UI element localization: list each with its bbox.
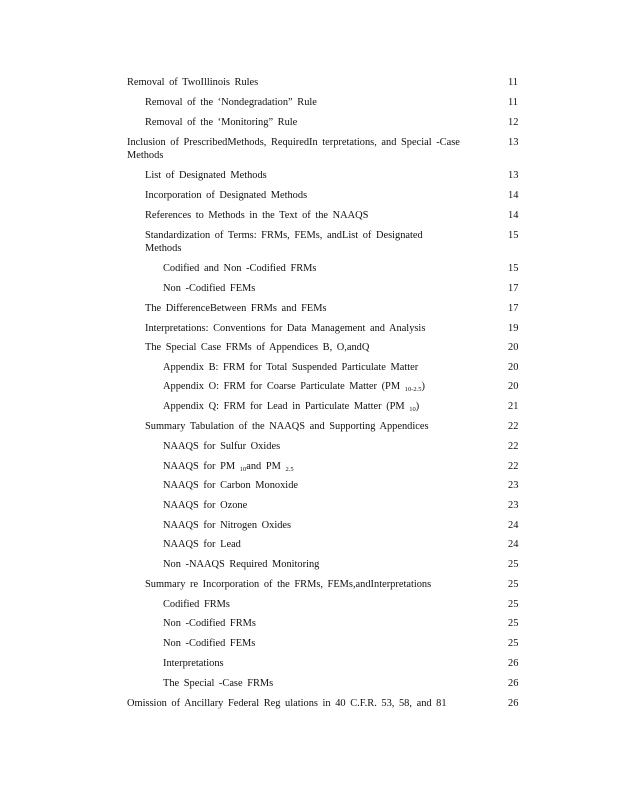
toc-entry [145,420,519,433]
toc-entry [163,282,519,295]
toc-entry [145,116,519,129]
toc-entry-page: 20 [508,342,519,353]
toc-entry-title: Removal of the ‘Monitoring” Rule [145,117,298,128]
toc-entry [145,209,519,222]
toc-entry-page: 14 [508,210,519,221]
toc-entry [163,361,519,374]
toc-entry-title: NAAQS for Nitrogen Oxides [163,520,292,531]
toc-entry [145,189,519,202]
toc-entry-title: Summary re Incorporation of the FRMs, FEMs,andInterpretations [145,579,432,590]
toc-entry-page: 22 [508,441,519,452]
toc-entry-page: 15 [508,263,519,274]
toc-entry [145,96,519,109]
toc-entry-page: 26 [508,678,519,689]
toc-entry-page: 23 [508,500,519,511]
toc-entry-title: Removal of TwoIllinois Rules [127,77,259,88]
toc-entry [163,617,519,630]
toc-entry-title: NAAQS for Lead [163,539,241,550]
toc-entry [163,380,519,393]
pm-subscript: 10-2.5 [404,386,422,393]
toc-entry-title: The Special Case FRMs of Appendices B, O,andQ [145,342,370,353]
toc-entry-title: List of Designated Methods [145,170,267,181]
toc-entry-page: 17 [508,303,519,314]
toc-entry-page: 13 [508,170,519,181]
toc-entry [163,499,519,512]
toc-entry-title: NAAQS for PM $_{10}$and PM $_{2.5}$ [163,461,294,473]
toc-entry-page: 24 [508,539,519,550]
toc-entry-page: 11 [508,97,519,108]
toc-entry-title: Non -Codified FEMs [163,283,256,294]
toc-entry [145,229,519,255]
toc-entry-page: 12 [508,117,519,128]
toc-entry-page: 23 [508,480,519,491]
toc-entry-page: 26 [508,658,519,669]
toc-entry [163,558,519,571]
toc-entry-page: 24 [508,520,519,531]
toc-entry [163,538,519,551]
toc-entry [163,460,519,473]
toc-entry [163,677,519,690]
toc-entry [163,637,519,650]
toc-entry-page: 26 [508,698,519,709]
toc-entry-page: 13 [508,137,519,148]
toc-entry [163,440,519,453]
toc-entry-page: 22 [508,421,519,432]
toc-entry-title: Appendix B: FRM for Total Suspended Particulate Matter [163,362,419,373]
toc-entry [145,169,519,182]
toc-entry-title: NAAQS for Ozone [163,500,248,511]
toc-entry-title: Codified FRMs [163,599,230,610]
toc-entry-page: 25 [508,638,519,649]
toc-entry-title: Non -Codified FEMs [163,638,256,649]
toc-entry-title: The Special -Case FRMs [163,678,274,689]
toc-entry [163,598,519,611]
toc-entry-title: Codified and Non -Codified FRMs [163,263,317,274]
toc-entry-title: The DifferenceBetween FRMs and FEMs [145,303,327,314]
toc-entry [127,697,519,710]
toc-entry-title: Non -NAAQS Required Monitoring [163,559,320,570]
toc-entry-page: 17 [508,283,519,294]
toc-entry-page: 25 [508,599,519,610]
toc-entry-title: Omission of Ancillary Federal Reg ulations in 40 C.F.R. 53, 58, and 81 [127,698,447,709]
toc-entry-page: 20 [508,362,519,373]
toc-entry-title: Incorporation of Designated Methods [145,190,308,201]
toc-entry [163,400,519,413]
pm-subscript: 10 [239,466,247,473]
toc-entry-title: Standardization of Terms: FRMs, FEMs, andList of Designated Methods [145,230,423,254]
toc-entry [163,657,519,670]
toc-entry-title: NAAQS for Sulfur Oxides [163,441,281,452]
toc-entry [145,341,519,354]
toc-entry-page: 25 [508,618,519,629]
pm-subscript: 10 [409,406,416,413]
toc-entry [127,76,519,89]
toc-entry-title: Appendix O: FRM for Coarse Particulate Matter (PM $_{10-2.5}$) [163,381,425,393]
toc-entry-page: 25 [508,579,519,590]
toc-entry-page: 20 [508,381,519,392]
toc-entry-page: 19 [508,323,519,334]
pm-subscript: 2.5 [285,466,294,473]
toc-entry-page: 15 [508,230,519,241]
toc-entry-page: 22 [508,461,519,472]
toc-entry [163,479,519,492]
toc-entry-page: 14 [508,190,519,201]
toc-entry-title: References to Methods in the Text of the NAAQS [145,210,369,221]
toc-entry-title: Non -Codified FRMs [163,618,256,629]
toc-entry [145,302,519,315]
toc-entry-title: Interpretations: Conventions for Data Management and Analysis [145,323,426,334]
toc-entry-title: Interpretations [163,658,224,669]
toc-entry [127,136,519,162]
toc-entry [145,578,519,591]
toc-entry-title: NAAQS for Carbon Monoxide [163,480,299,491]
toc-entry [163,519,519,532]
toc-entry-title: Summary Tabulation of the NAAQS and Supporting Appendices [145,421,429,432]
toc-entry-page: 11 [508,77,519,88]
toc-entry [163,262,519,275]
toc-entry-page: 21 [508,401,519,412]
toc-entry-title: Removal of the ‘Nondegradation” Rule [145,97,317,108]
toc-entry-title: Inclusion of PrescribedMethods, RequiredIn terpretations, and Special -Case Methods [127,137,460,161]
toc-entry-page: 25 [508,559,519,570]
toc-entry-title: Appendix Q: FRM for Lead in Particulate Matter (PM $_{10}$) [163,401,420,413]
toc-entry [145,322,519,335]
